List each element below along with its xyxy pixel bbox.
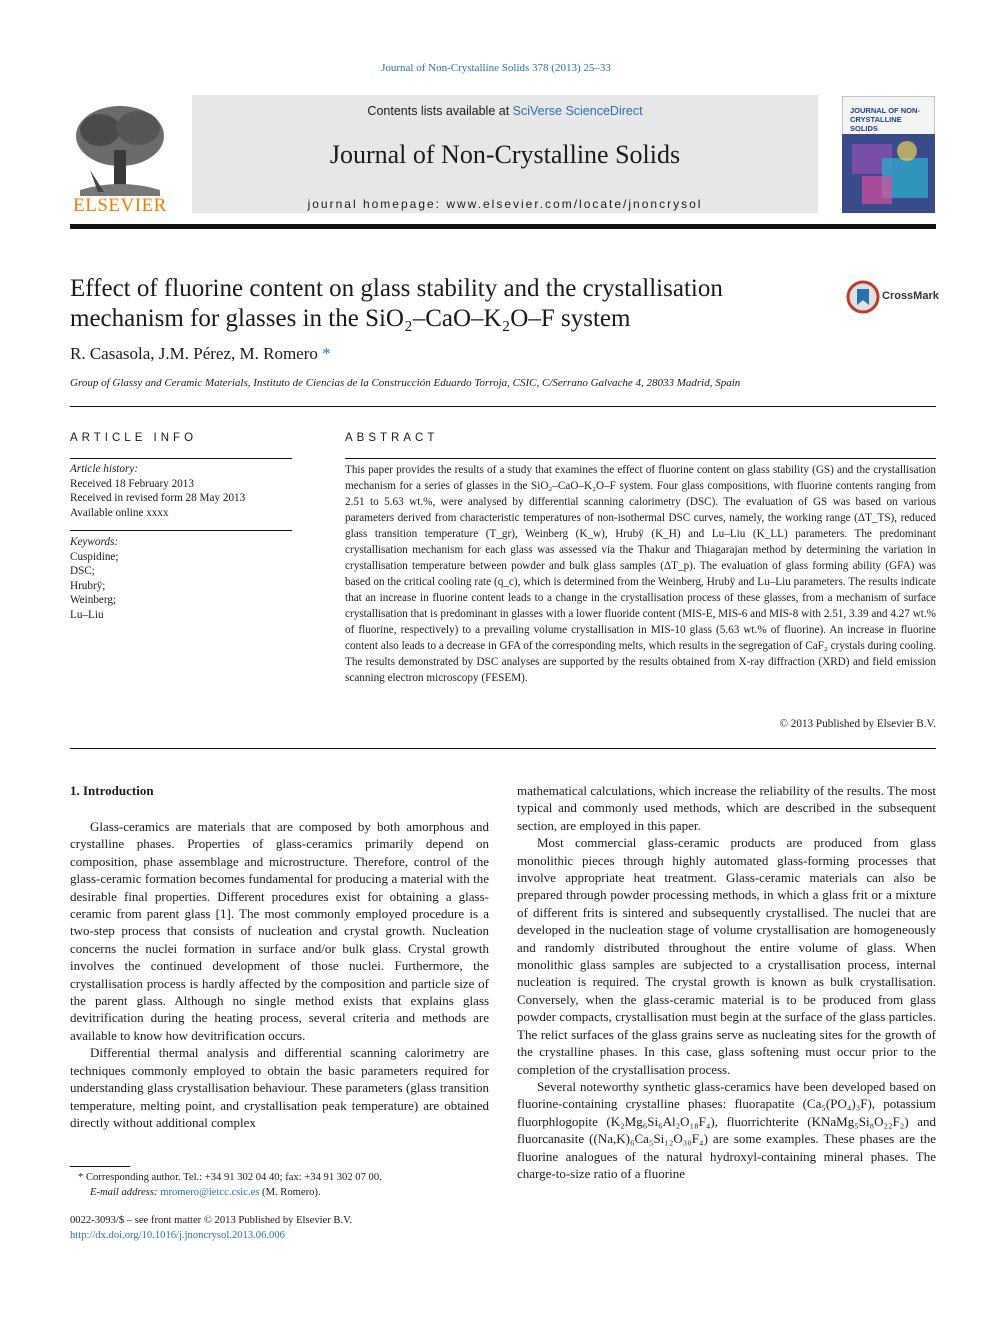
article-info-rule xyxy=(70,458,292,459)
affiliation: Group of Glassy and Ceramic Materials, Instituto de Ciencias de la Construcción Eduardo Torroja, CSIC, C/Serrano Galvache 4, 28033 Madrid, Spain xyxy=(70,377,741,389)
paragraph: mathematical calculations, which increase the reliability of the results. The most typical and commonly used methods, which are described in the subsequent section, are employed in this paper. xyxy=(517,783,936,833)
title-rule xyxy=(70,406,936,407)
cover-title: JOURNAL OF NON-CRYSTALLINE SOLIDS xyxy=(850,106,920,133)
article-history xyxy=(70,462,292,520)
body-left-column xyxy=(70,818,489,1131)
keywords xyxy=(70,535,292,623)
history-online: Available online xxxx xyxy=(70,506,169,519)
author-names: R. Casasola, J.M. Pérez, M. Romero xyxy=(70,344,318,363)
author-list xyxy=(70,344,331,364)
corresponding-author-marker[interactable]: * xyxy=(322,344,331,363)
email-link[interactable]: mromero@ietcc.csic.es xyxy=(160,1186,260,1198)
abstract-text: This paper provides the results of a study that examines the effect of fluorine content on glass stability (GS) and the crystallisation mechanism for a series of glasses in the SiO₂–CaO–K₂O–F system. Four glass compositions, with fluorine contents ranging from 2.51 to 5.63 wt.%, were analysed by differential scanning calorimetry (DSC). The evaluation of GS was based on various parameters derived from characteristic temperatures of non-isothermal DSC curves, namely, the working range (ΔT_TS), reduced glass transition temperature (T_gr), Weinberg (K_w), Hrubÿ (K_H) and Lu–Liu (K_LL) parameters. The predominant crystallisation mechanism for each glass was assessed via the Thakur and Thiagarajan method by determining the variation in crystallisation temperature between powder and bulk glass samples (ΔT_p). The evaluation of glass forming ability (GFA) was based on the critical cooling rate (q_c), which is determined from the Weinberg, Hrubÿ and Lu–Liu parameters. The results indicate that an increase in fluorine content leads to a change in the crystallisation process of these glasses, from a mechanism of surface crystallisation that is predominant in glasses with a lower fluoride content (MIS-E, MIS-6 and MIS-8 with 2.51, 3.39 and 4.27 wt.% of fluorine, respectively) to a prevailing volume crystallisation in MIS-10 glass (5.63 wt.% of fluorine). An increase in fluorine content also leads to a decrease in GFA of the corresponding melts, which results in the segregation of CaF₂ crystals during cooling. The results demonstrated by DSC analyses are supported by the results obtained from X-ray diffraction (XRD) and field emission scanning electron microscopy (FESEM). xyxy=(345,464,936,684)
keyword: Hrubrÿ; xyxy=(70,579,106,592)
history-received: Received 18 February 2013 xyxy=(70,477,194,490)
section-heading-introduction: 1. Introduction xyxy=(70,783,154,798)
journal-title: Journal of Non-Crystalline Solids xyxy=(329,140,681,169)
paragraph: Differential thermal analysis and differential scanning calorimetry are techniques commonly employed to obtain the basic parameters required for understanding glass crystallisation behaviour. These parameters (glass transition temperature, melting point, and crystallisation peak temperature) are obtained directly without additional complex xyxy=(70,1045,489,1130)
corresponding-author-note: * Corresponding author. Tel.: +34 91 302 04 40; fax: +34 91 302 07 00. xyxy=(78,1172,382,1183)
footnote-rule xyxy=(70,1166,130,1167)
keyword: Weinberg; xyxy=(70,594,117,607)
abstract-heading: ABSTRACT xyxy=(345,432,439,444)
keyword: DSC; xyxy=(70,565,95,578)
crossmark-badge[interactable] xyxy=(846,280,941,314)
sciencedirect-link[interactable]: SciVerse ScienceDirect xyxy=(512,104,643,118)
keywords-label: Keywords: xyxy=(70,536,119,548)
footnote xyxy=(78,1171,489,1200)
article-info-heading: ARTICLE INFO xyxy=(70,432,198,444)
abstract-copyright: © 2013 Published by Elsevier B.V. xyxy=(779,718,936,730)
keyword: Lu–Liu xyxy=(70,608,104,621)
issn-line: 0022-3093/$ – see front matter © 2013 Published by Elsevier B.V. xyxy=(70,1215,353,1226)
article-title xyxy=(70,274,810,334)
keywords-rule xyxy=(70,530,292,531)
abstract-bottom-rule xyxy=(70,748,936,749)
contents-line xyxy=(192,104,818,118)
paragraph: Most commercial glass-ceramic products are produced from glass monolithic pieces through highly automated glass-forming processes that involve appropriate heat treatment. Glass-ceramic materials can also be prepared through powder processing methods, in which a glass frit or a mixture of different frits is sintered and subsequently crystallised. The nuclei that are developed in the nucleation stage of volume crystallisation are homogeneously and randomly distributed throughout the entire volume of glass. When monolithic glass samples are subjected to a crystallisation process, internal nucleation is required. The crystal growth is known as bulk crystallisation. Conversely, when the glass-ceramic material is to be produced from glass powder compacts, crystallisation must begin at the surface of the glass particles. The relict surfaces of the glass grains serve as nucleating sites for the growth of the crystalline phases. In this case, glass softening must occur prior to the completion of the crystallisation process. xyxy=(517,835,936,1077)
email-label: E-mail address: xyxy=(90,1186,161,1198)
abstract-rule xyxy=(345,458,936,459)
journal-homepage[interactable]: journal homepage: www.elsevier.com/locate/jnoncrysol xyxy=(307,197,703,211)
paragraph: Glass-ceramics are materials that are composed by both amorphous and crystalline phases. Properties of glass-ceramics primarily depend on composition, phase assemblage and microstructure. Therefore, control of the glass-ceramic formation becomes fundamental for producing a material with the desirable final properties. Different procedures exist for obtaining a glass-ceramic from parent glass [1]. The most commonly employed procedure is a two-step process that consists of nucleation and crystal growth. Nucleation concerns the nuclei formation in surface and/or bulk glass. Crystal growth involves the continued development of those nuclei. Furthermore, the crystallisation process is hardly affected by the composition and particle size of the parent glass. Although no single method exists that explains glass devitrification during the heating process, several criteria and methods are available to know how devitrification occurs. xyxy=(70,819,489,1043)
history-label: Article history: xyxy=(70,463,139,475)
journal-cover-thumbnail xyxy=(842,96,935,213)
body-right-column xyxy=(517,782,936,1182)
paragraph: Several noteworthy synthetic glass-ceramics have been developed based on fluorine-containing crystalline phases: fluorapatite (Ca₅(PO₄)₃F), potassium fluorphlogopite (K₂Mg₆Si₆Al₂O₁₈F₄), fluorrichterite (KNaMg₅Si₈O₂₂F₂) and fluorcanasite ((Na,K)₆Ca₅Si₁₂O₃₀F₄) are some examples. These phases are the fluorine analogues of the natural hydroxyl-containing mineral phases. The charge-to-size ratio of a fluorine xyxy=(517,1078,936,1181)
article-title-line-2: mechanism for glasses in the SiO₂–CaO–K₂O–F system xyxy=(70,305,631,332)
contents-prefix: Contents lists available at xyxy=(367,104,513,118)
front-matter xyxy=(70,1214,489,1243)
header-rule xyxy=(70,224,936,229)
journal-citation[interactable]: Journal of Non-Crystalline Solids 378 (2013) 25–33 xyxy=(381,62,611,74)
history-revised: Received in revised form 28 May 2013 xyxy=(70,492,246,505)
article-title-line-1: Effect of fluorine content on glass stability and the crystallisation xyxy=(70,275,723,302)
elsevier-wordmark: ELSEVIER xyxy=(73,195,167,216)
email-suffix: (M. Romero). xyxy=(259,1186,321,1198)
keyword: Cuspidine; xyxy=(70,550,119,563)
doi-link[interactable]: http://dx.doi.org/10.1016/j.jnoncrysol.2013.06.006 xyxy=(70,1229,285,1241)
crossmark-label: CrossMark xyxy=(882,290,939,302)
